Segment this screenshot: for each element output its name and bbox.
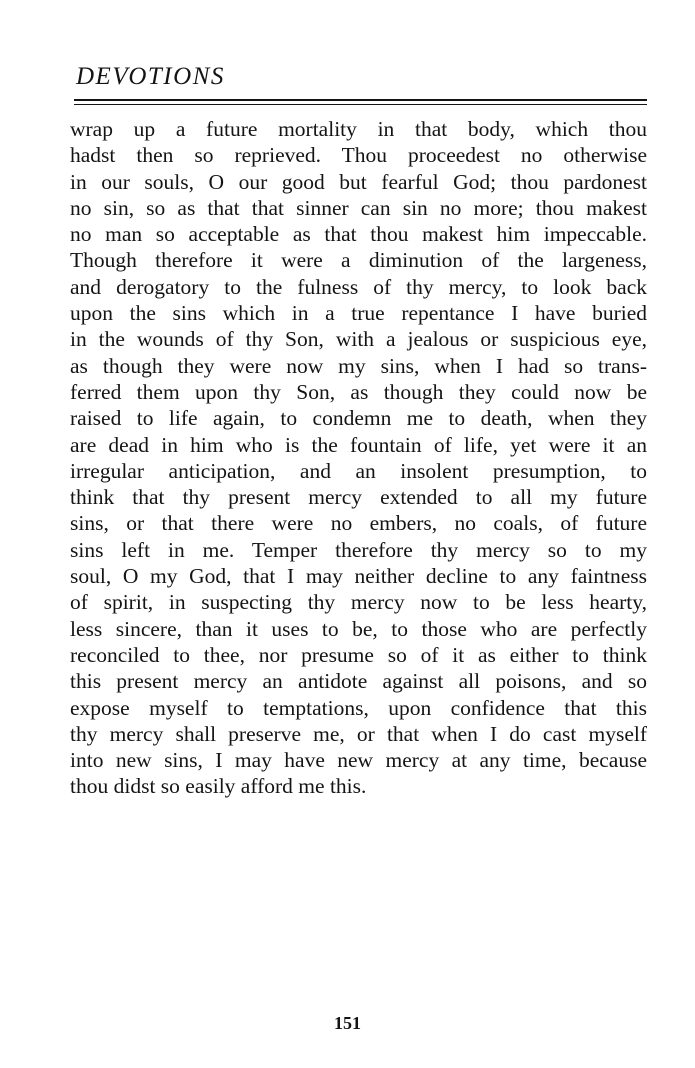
text-line: less sincere, than it uses to be, to those who are perfectly [70,616,647,641]
header-rule-thick [74,99,647,101]
text-line: reconciled to thee, nor presume so of it as either to think [70,642,647,667]
text-line: expose myself to temptations, upon confidence that this [70,695,647,720]
text-line-last: thou didst so easily afford me this. [70,774,367,799]
running-head: DEVOTIONS [76,63,225,90]
text-line: sins, or that there were no embers, no coals, of future [70,511,647,536]
text-line: this present mercy an antidote against all poisons, and so [70,669,647,694]
text-line: raised to life again, to condemn me to death, when they [70,406,647,431]
text-line: as though they were now my sins, when I had so trans- [70,353,647,378]
text-line: are dead in him who is the fountain of life, yet were it an [70,432,647,457]
text-line: into new sins, I may have new mercy at any time, because [70,748,647,773]
header-rule-thin [74,104,647,105]
text-line: sins left in me. Temper therefore thy mercy so to my [70,537,647,562]
page-number: 151 [334,1013,361,1033]
text-line: in our souls, O our good but fearful God; thou pardonest [70,169,647,194]
text-line: thy mercy shall preserve me, or that when I do cast myself [70,721,647,746]
body-text [70,116,647,800]
text-line: wrap up a future mortality in that body, which thou [70,117,647,141]
text-line: think that thy present mercy extended to all my future [70,485,647,510]
text-line: no man so acceptable as that thou makest him impeccable. [70,222,647,247]
text-line: no sin, so as that that sinner can sin no more; thou makest [70,195,647,220]
text-line: irregular anticipation, and an insolent presumption, to [70,458,647,483]
text-line: Though therefore it were a diminution of the largeness, [70,248,647,273]
text-line: upon the sins which in a true repentance I have buried [70,301,647,326]
text-line: ferred them upon thy Son, as though they could now be [70,379,647,404]
text-line: and derogatory to the fulness of thy mercy, to look back [70,274,647,299]
text-line: of spirit, in suspecting thy mercy now to be less hearty, [70,590,647,615]
text-line: soul, O my God, that I may neither decline to any faintness [70,564,647,589]
text-line: hadst then so reprieved. Thou proceedest no otherwise [70,143,647,168]
text-line: in the wounds of thy Son, with a jealous or suspicious eye, [70,327,647,352]
